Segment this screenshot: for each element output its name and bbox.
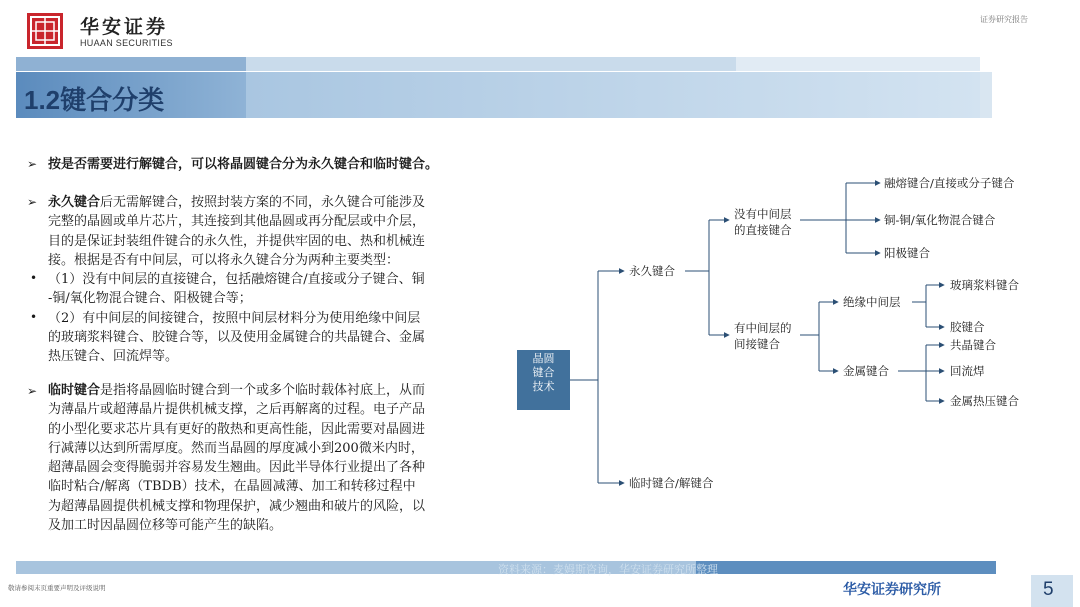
node-hybrid-bonding: 铜-铜/氧化物混合键合 bbox=[884, 213, 996, 227]
footer-company-name: 华安证券研究所 bbox=[843, 582, 941, 598]
node-insulating-layer: 绝缘中间层 bbox=[843, 295, 901, 309]
text-line: （2）有中间层的间接键合，按照中间层材料分为使用绝缘中间层 bbox=[48, 310, 421, 326]
text-line: 行减薄以达到所需厚度。然而当晶圆的厚度减小到200微米内时， bbox=[48, 440, 424, 456]
arrow-bullet-icon: ➢ bbox=[27, 195, 38, 209]
connector-insulating bbox=[912, 285, 926, 327]
footer-band-dark bbox=[696, 561, 996, 574]
connector-metal bbox=[898, 345, 926, 401]
root-node-wafer-bonding bbox=[517, 350, 570, 410]
root-line: 键合 bbox=[532, 366, 555, 379]
intro-point: 按是否需要进行解键合，可以将晶圆键合分为永久键合和临时键合。 bbox=[48, 157, 439, 172]
disclaimer-text: 敬请参阅末页重要声明及评级说明 bbox=[8, 584, 106, 592]
text-line: （1）没有中间层的直接键合，包括融熔键合/直接或分子键合、铜 bbox=[48, 272, 425, 288]
text-line: -铜/氧化物混合键合、阳极键合等； bbox=[48, 291, 252, 307]
node-line: 没有中间层 bbox=[734, 207, 792, 221]
dot-bullet-icon: • bbox=[30, 271, 38, 285]
text-line: 接。根据是否有中间层，可以将永久键合分为两种主要类型： bbox=[48, 252, 400, 268]
root-line: 技术 bbox=[532, 380, 555, 393]
report-type-label: 证券研究报告 bbox=[980, 15, 1028, 24]
text-line: 的小型化要求芯片具有更好的散热和更高性能，因此需要对晶圆进 bbox=[48, 421, 426, 437]
node-reflow: 回流焊 bbox=[950, 364, 985, 378]
node-thermocompression-bonding: 金属热压键合 bbox=[950, 394, 1019, 408]
root-line: 晶圆 bbox=[532, 352, 555, 365]
connector-root-up bbox=[570, 271, 598, 380]
node-direct-bonding bbox=[734, 206, 792, 238]
text-line: 为超薄晶圆提供机械支撑和物理保护，减少翘曲和破片的风险，以 bbox=[48, 498, 426, 514]
node-line: 间接键合 bbox=[734, 337, 780, 351]
text-line: 及加工时因晶圆位移等可能产生的缺陷。 bbox=[48, 518, 283, 534]
text-line: 超薄晶圆会变得脆弱并容易发生翘曲。因此半导体行业提出了各种 bbox=[48, 460, 426, 476]
text-line: 为薄晶片或超薄晶片提供机械支撑，之后再解离的过程。电子产品 bbox=[48, 402, 426, 418]
logo-chinese-name: 华安证券 bbox=[80, 16, 169, 38]
node-line: 的直接键合 bbox=[734, 223, 792, 237]
node-indirect-bonding bbox=[734, 320, 792, 352]
arrow-bullet-icon: ➢ bbox=[27, 157, 38, 171]
text-line: 是指将晶圆临时键合到一个或多个临时载体衬底上，从而 bbox=[100, 383, 426, 398]
node-fusion-bonding: 融熔键合/直接或分子键合 bbox=[884, 176, 1015, 190]
node-glass-frit-bonding: 玻璃浆料键合 bbox=[950, 278, 1019, 292]
source-note: 资料来源：麦姆斯咨询，华安证券研究所整理 bbox=[498, 563, 718, 576]
node-metal-bonding: 金属键合 bbox=[843, 364, 889, 378]
temporary-term: 临时键合 bbox=[48, 383, 101, 398]
page-number: 5 bbox=[1043, 579, 1054, 600]
connector-permanent bbox=[685, 220, 709, 335]
text-line: 目的是保证封装组件键合的永久性，并提供牢固的电、热和机械连 bbox=[48, 233, 426, 249]
text-line: 临时粘合/解离（TBDB）技术，在晶圆减薄、加工和转移过程中 bbox=[48, 479, 416, 495]
permanent-term: 永久键合 bbox=[48, 195, 101, 210]
node-anodic-bonding: 阳极键合 bbox=[884, 246, 930, 260]
text-line: 的玻璃浆料键合、胶键合等，以及使用金属键合的共晶键合、金属 bbox=[48, 330, 426, 346]
text-line: 完整的晶圆或单片芯片，其连接到其他晶圆或再分配层或中介层， bbox=[48, 214, 426, 230]
logo-english-name: HUAAN SECURITIES bbox=[80, 38, 173, 48]
node-permanent-bonding: 永久键合 bbox=[629, 264, 675, 278]
text-line: 热压键合、回流焊等。 bbox=[48, 349, 179, 365]
dot-bullet-icon: • bbox=[30, 310, 38, 324]
text-line: 后无需解键合，按照封装方案的不同，永久键合可能涉及 bbox=[100, 195, 426, 210]
node-eutectic-bonding: 共晶键合 bbox=[950, 338, 996, 352]
page-title: 1.2键合分类 bbox=[24, 85, 165, 115]
arrow-bullet-icon: ➢ bbox=[27, 384, 38, 398]
connector-direct bbox=[800, 183, 846, 253]
node-adhesive-bonding: 胶键合 bbox=[950, 320, 985, 334]
connector-indirect bbox=[800, 302, 819, 371]
node-line: 有中间层的 bbox=[734, 321, 792, 335]
node-temporary-bonding: 临时键合/解键合 bbox=[629, 476, 714, 490]
